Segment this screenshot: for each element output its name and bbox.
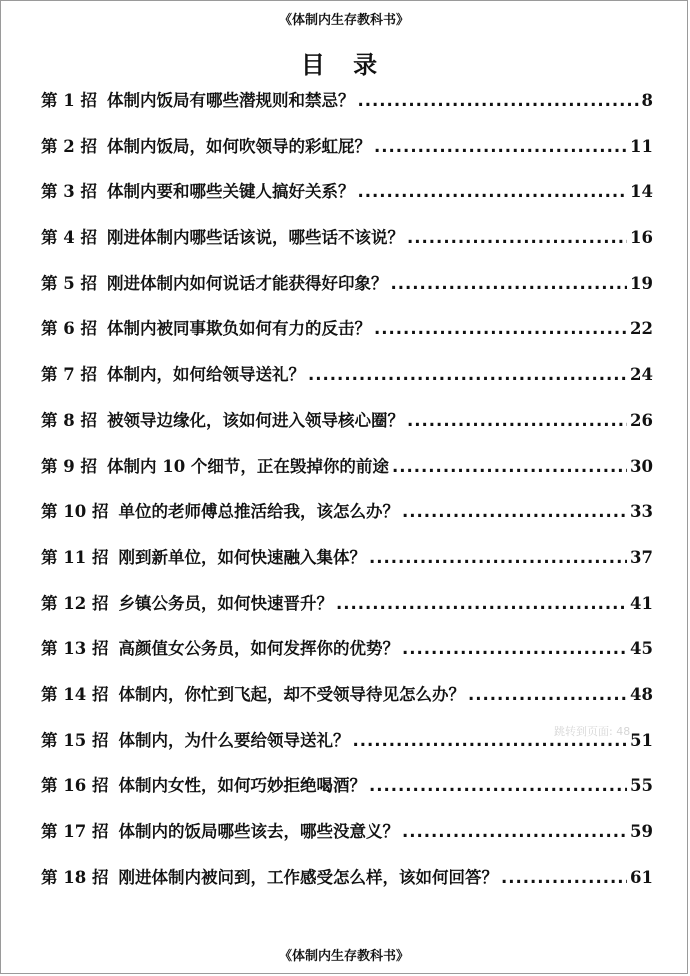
toc-entry-13[interactable]	[41, 635, 653, 681]
dot-leader	[357, 91, 638, 110]
toc-entry-8[interactable]	[41, 407, 653, 453]
toc-list	[41, 87, 653, 909]
toc-entry-9[interactable]	[41, 453, 653, 499]
toc-entry-page: 41	[630, 593, 653, 613]
dot-leader	[402, 502, 627, 521]
toc-entry-number: 第 5 招	[41, 273, 97, 293]
dot-leader	[390, 274, 627, 293]
toc-entry-number: 第 2 招	[41, 136, 97, 156]
toc-entry-page: 45	[630, 639, 653, 659]
toc-entry-title: 体制内饭局，如何吹领导的彩虹屁？	[106, 136, 371, 156]
toc-entry-18[interactable]	[41, 864, 653, 910]
toc-entry-number: 第 17 招	[41, 822, 109, 841]
toc-entry-title: 高颜值女公务员，如何发挥你的优势？	[118, 639, 399, 659]
dot-leader	[374, 319, 627, 338]
toc-entry-number: 第 9 招	[41, 456, 97, 476]
toc-entry-title: 体制内 10 个细节，正在毁掉你的前途	[106, 456, 389, 476]
toc-entry-17[interactable]	[41, 818, 653, 864]
toc-entry-title: 被领导边缘化，该如何进入领导核心圈？	[106, 410, 404, 430]
toc-entry-number: 第 11 招	[41, 547, 109, 567]
toc-entry-number: 第 8 招	[41, 410, 97, 430]
dot-leader	[407, 411, 627, 430]
toc-entry-2[interactable]	[41, 133, 653, 179]
toc-entry-number: 第 10 招	[41, 502, 109, 522]
toc-entry-title: 乡镇公务员，如何快速晋升？	[118, 593, 333, 613]
dot-leader	[402, 822, 627, 841]
toc-entry-title: 刚进体制内如何说话才能获得好印象？	[106, 273, 388, 293]
toc-entry-title: 体制内要和哪些关键人搞好关系？	[106, 182, 355, 202]
toc-entry-page: 24	[630, 365, 653, 385]
toc-entry-title: 刚到新单位，如何快速融入集体？	[118, 547, 366, 567]
toc-entry-number: 第 3 招	[41, 182, 97, 202]
dot-leader	[402, 639, 627, 658]
toc-entry-number: 第 13 招	[41, 639, 109, 659]
toc-entry-title: 体制内女性，如何巧妙拒绝喝酒？	[118, 776, 366, 796]
toc-entry-page: 37	[630, 547, 653, 567]
toc-entry-14[interactable]	[41, 681, 653, 727]
toc-entry-page: 61	[630, 867, 653, 887]
toc-entry-title: 刚进体制内被问到，工作感受怎么样，该如何回答？	[118, 867, 498, 887]
dot-leader	[407, 228, 627, 247]
toc-entry-10[interactable]	[41, 498, 653, 544]
toc-entry-title: 体制内，你忙到飞起，却不受领导待见怎么办？	[118, 684, 465, 704]
toc-entry-number: 第 16 招	[41, 776, 109, 796]
dot-leader	[369, 776, 627, 795]
toc-entry-page: 19	[630, 273, 653, 293]
toc-entry-title: 体制内被同事欺负如何有力的反击？	[106, 319, 371, 339]
dot-leader	[369, 548, 627, 567]
toc-entry-number: 第 14 招	[41, 684, 109, 704]
jump-to-page-tooltip: 跳转到页面: 48	[554, 725, 631, 738]
running-header: 《体制内生存教科书》	[278, 13, 409, 28]
toc-entry-16[interactable]	[41, 772, 653, 818]
toc-entry-page: 59	[630, 822, 653, 841]
toc-title: 目 录	[300, 50, 388, 79]
toc-entry-page: 22	[630, 319, 653, 339]
toc-entry-page: 26	[630, 410, 653, 430]
dot-leader	[308, 365, 627, 384]
toc-entry-5[interactable]	[41, 270, 653, 316]
toc-entry-page: 8	[641, 91, 653, 110]
dot-leader	[501, 868, 627, 887]
toc-entry-1[interactable]	[41, 87, 653, 133]
toc-entry-title: 体制内的饭局哪些该去，哪些没意义？	[118, 822, 399, 841]
toc-entry-number: 第 6 招	[41, 319, 97, 339]
toc-entry-number: 第 1 招	[41, 91, 97, 110]
toc-entry-6[interactable]	[41, 315, 653, 361]
toc-entry-7[interactable]	[41, 361, 653, 407]
toc-entry-number: 第 15 招	[41, 730, 109, 750]
dot-leader	[392, 457, 627, 476]
toc-entry-page: 33	[630, 502, 653, 522]
toc-entry-page: 16	[630, 228, 653, 248]
toc-entry-title: 体制内饭局有哪些潜规则和禁忌？	[106, 91, 355, 110]
dot-leader	[336, 594, 627, 613]
toc-entry-number: 第 12 招	[41, 593, 109, 613]
toc-entry-11[interactable]	[41, 544, 653, 590]
toc-entry-page: 48	[630, 684, 653, 704]
toc-entry-number: 第 7 招	[41, 365, 97, 385]
dot-leader	[374, 137, 627, 156]
toc-entry-3[interactable]	[41, 178, 653, 224]
toc-entry-number: 第 4 招	[41, 228, 97, 248]
toc-entry-title: 体制内，如何给领导送礼？	[106, 365, 305, 385]
toc-entry-title: 单位的老师傅总推活给我，该怎么办？	[118, 502, 399, 522]
running-footer: 《体制内生存教科书》	[278, 949, 409, 964]
toc-entry-page: 11	[630, 136, 653, 156]
toc-entry-page: 14	[630, 182, 653, 202]
toc-entry-page: 30	[630, 456, 653, 476]
dot-leader	[357, 182, 627, 201]
toc-entry-page: 55	[630, 776, 653, 796]
toc-entry-title: 刚进体制内哪些话该说，哪些话不该说？	[106, 228, 404, 248]
toc-entry-number: 第 18 招	[41, 867, 109, 887]
toc-entry-page: 51	[630, 730, 653, 750]
toc-entry-title: 体制内，为什么要给领导送礼？	[118, 730, 350, 750]
toc-entry-4[interactable]	[41, 224, 653, 270]
dot-leader	[468, 685, 627, 704]
toc-entry-12[interactable]	[41, 590, 653, 636]
